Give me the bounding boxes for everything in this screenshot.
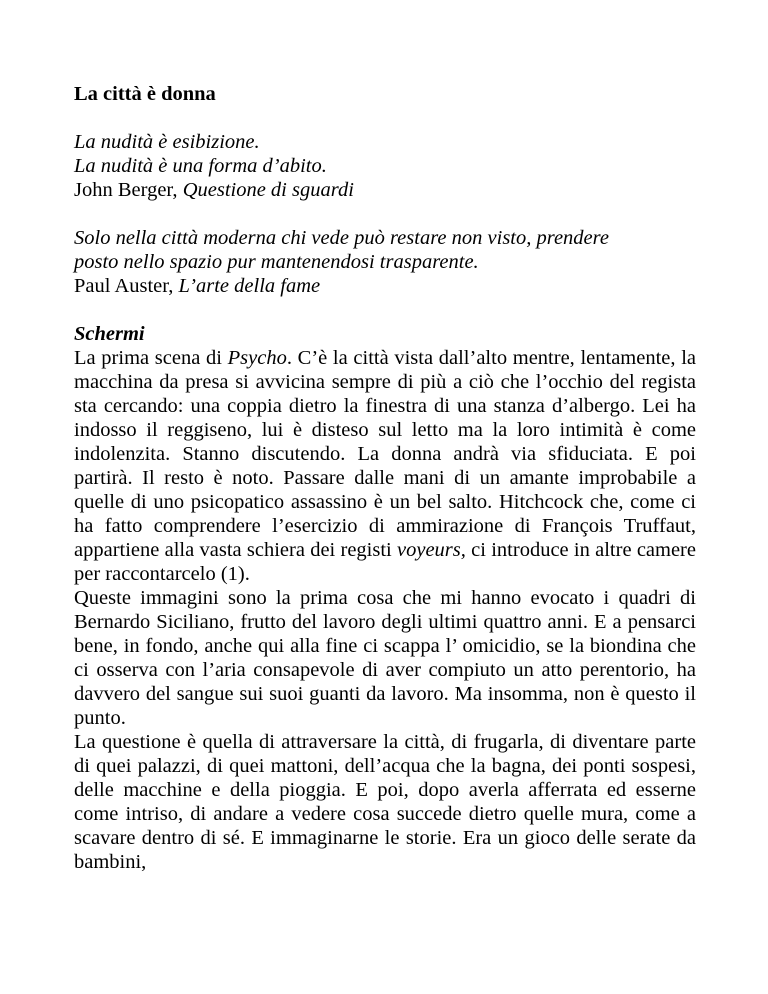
epigraph-work: L’arte della fame [178, 275, 321, 297]
paragraph: La questione è quella di attraversare la città, di frugarla, di diventare parte di quei palazzi, di quei mattoni, dell’acqua che la bagna, dei ponti sospesi, delle macchine e della pioggia. E poi, dopo averla afferrata ed esserne come intriso, di andare a vedere cosa succede dietro quelle mura, come a scavare dentro di sé. E immaginarne le storie. Era un gioco delle serate da bambini, [74, 731, 696, 873]
paragraph-text: . C’è la città vista dall’alto mentre, lentamente, la macchina da presa si avvicina sempre di più a ciò che l’occhio del regista sta cercando: una coppia dietro la finestra di una stanza d’albergo. Lei ha indosso il reggiseno, lui è disteso sul letto ma la loro intimità è come indolenzita. Stanno discutendo. La donna andrà via sfiduciata. E poi partirà. Il resto è noto. Passare dalle mani di un amante improbabile a quelle di uno psicopatico assassino è un bel salto. Hitchcock che, come ci ha fatto comprendere l’esercizio di ammirazione di François Truffaut, appartiene alla vasta schiera dei registi [74, 347, 696, 561]
spacer [74, 106, 696, 130]
paragraph: Queste immagini sono la prima cosa che mi hanno evocato i quadri di Bernardo Siciliano, frutto del lavoro degli ultimi quattro anni. E a pensarci bene, in fondo, anche qui alla fine ci scappa l’ omicidio, se la biondina che ci osserva con l’aria consapevole di aver compiuto un atto perentorio, ha davvero del sangue sui suoi guanti da lavoro. Ma insomma, non è questo il punto. [74, 587, 696, 729]
spacer [74, 298, 696, 322]
epigraph-attribution [74, 178, 696, 202]
epigraph-line: La nudità è una forma d’abito. [74, 155, 327, 177]
section-heading: Schermi [74, 323, 145, 345]
document-page [74, 82, 696, 874]
spacer [74, 202, 696, 226]
film-title: Psycho [227, 347, 287, 369]
section-schermi [74, 322, 696, 874]
epigraph-author: Paul Auster, [74, 275, 179, 297]
document-title: La città è donna [74, 83, 216, 105]
epigraph-line: La nudità è esibizione. [74, 131, 260, 153]
paragraph [74, 346, 696, 586]
italic-term: voyeurs, [397, 539, 466, 561]
epigraph-berger [74, 130, 696, 202]
epigraph-line: Solo nella città moderna chi vede può restare non visto, prendere [74, 227, 609, 249]
paragraph-text: ci introduce in altre camere per raccontarcelo (1). [74, 539, 696, 585]
paragraph-text: La prima scena di [74, 347, 228, 369]
epigraph-work: Questione di sguardi [182, 179, 354, 201]
epigraph-auster [74, 226, 696, 298]
epigraph-attribution [74, 274, 696, 298]
epigraph-author: John Berger, [74, 179, 183, 201]
epigraph-line: posto nello spazio pur mantenendosi trasparente. [74, 251, 479, 273]
